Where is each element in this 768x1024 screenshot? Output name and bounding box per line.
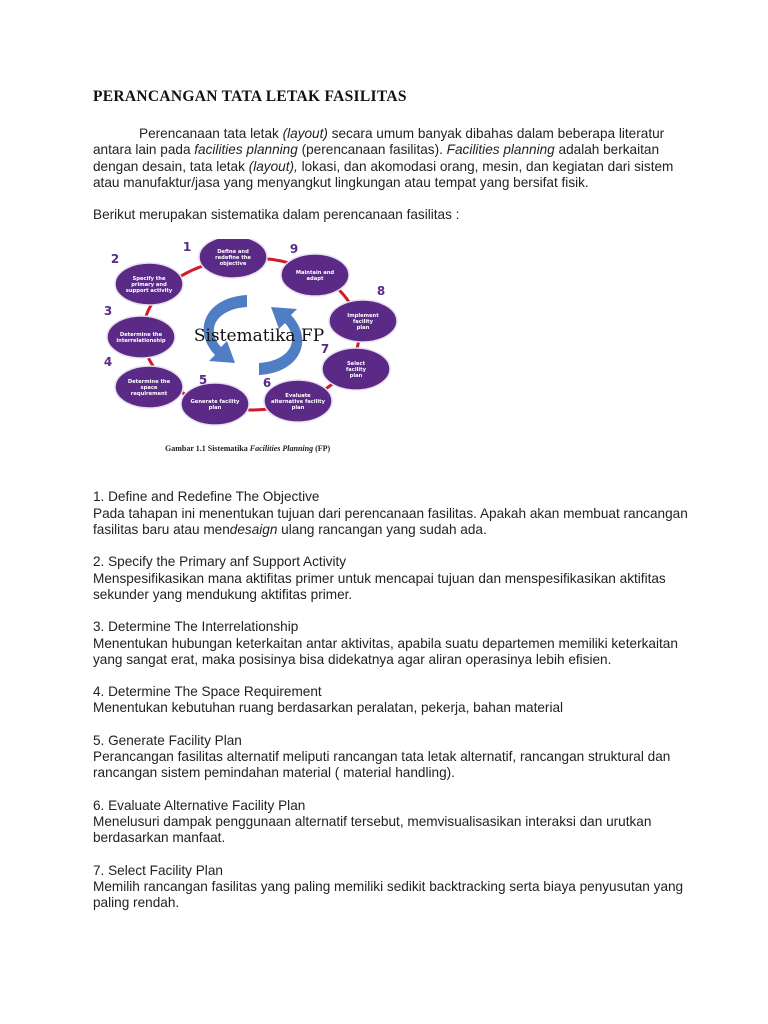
step-desc-italic: desaign bbox=[229, 522, 278, 538]
step-desc-text: Memilih rancangan fasilitas yang paling memiliki sedikit backtracking serta biaya penyusutan yang paling rendah. bbox=[93, 878, 684, 911]
cycle-node bbox=[322, 348, 390, 390]
cycle-node-number: 4 bbox=[103, 355, 113, 370]
cycle-node-label: adapt bbox=[306, 276, 324, 283]
step-description bbox=[93, 879, 693, 912]
cycle-node-number: 2 bbox=[110, 252, 120, 267]
step-title: 6. Evaluate Alternative Facility Plan bbox=[93, 797, 306, 813]
cycle-node-label: facility bbox=[352, 319, 374, 326]
cycle-node-number: 5 bbox=[198, 373, 208, 388]
step-item bbox=[93, 798, 693, 847]
caption-prefix: Gambar 1.1 Sistematika bbox=[165, 444, 250, 454]
cycle-node-label: space bbox=[140, 385, 158, 392]
caption-suffix: (FP) bbox=[313, 444, 331, 454]
cycle-node bbox=[181, 383, 249, 425]
intro-italic-fp: facilities planning bbox=[194, 142, 298, 158]
cycle-node-label: support activity bbox=[125, 288, 173, 295]
step-title: 5. Generate Facility Plan bbox=[93, 732, 242, 748]
intro-italic-layout2: (layout), bbox=[248, 158, 298, 174]
cycle-node-label: Evaluate bbox=[285, 393, 311, 400]
step-description bbox=[93, 700, 693, 716]
cycle-node-label: redefine the bbox=[215, 255, 251, 262]
cycle-node-label: plan bbox=[349, 373, 363, 380]
cycle-node-label: interrelationship bbox=[116, 338, 166, 345]
step-description bbox=[93, 571, 693, 604]
cycle-node-label: alternative facility bbox=[270, 399, 326, 406]
step-item bbox=[93, 554, 693, 603]
cycle-node-label: Select bbox=[346, 361, 366, 368]
intro-text-2: (perencanaan fasilitas). bbox=[297, 142, 447, 158]
intro-italic-fp2: Facilities planning bbox=[446, 142, 555, 158]
cycle-node-label: primary and bbox=[131, 282, 167, 289]
cycle-node-label: objective bbox=[219, 261, 247, 268]
cycle-node-label: Implement bbox=[347, 313, 379, 320]
intro-text-3: adalah berkaitan dengan desain, tata letak bbox=[93, 142, 660, 174]
step-item bbox=[93, 489, 693, 538]
step-item bbox=[93, 619, 693, 668]
step-desc-text: Perancangan fasilitas alternatif meliputi rancangan tata letak alternatif, rancangan struktural dan rancangan sistem pemindahan material ( material handling). bbox=[93, 749, 671, 781]
sistematika-figure bbox=[99, 239, 399, 461]
step-item bbox=[93, 684, 693, 717]
cycle-node-label: facility bbox=[345, 367, 367, 374]
step-desc-text: Menspesifikasikan mana aktifitas primer untuk mencapai tujuan dan menspesifikasikan aktifitas sekunder yang mendukung aktifitas primer. bbox=[93, 570, 666, 602]
cycle-node-number: 9 bbox=[289, 242, 299, 257]
cycle-node-label: requirement bbox=[130, 391, 168, 398]
step-desc-text-end: ulang rancangan yang sudah ada. bbox=[277, 522, 487, 538]
step-desc-text: Pada tahapan ini menentukan tujuan dari perencanaan fasilitas. Apakah akan membuat rancangan fasilitas baru atau men bbox=[93, 505, 688, 538]
step-title: 2. Specify the Primary anf Support Activity bbox=[93, 554, 347, 570]
figure-caption bbox=[165, 444, 330, 453]
cycle-node-number: 1 bbox=[182, 240, 192, 255]
step-desc-text: Menentukan hubungan keterkaitan antar aktivitas, apabila suatu departemen memiliki keterkaitan yang sangat erat, maka posisinya bisa didekatnya agar aliran operasinya lebih efisien. bbox=[93, 635, 678, 667]
cycle-node-label: Determine the bbox=[119, 332, 163, 339]
step-title: 7. Select Facility Plan bbox=[93, 862, 223, 878]
step-description bbox=[93, 636, 693, 669]
step-desc-text: Menentukan kebutuhan ruang berdasarkan peralatan, pekerja, bahan material bbox=[93, 700, 564, 716]
intro-italic-layout: (layout) bbox=[282, 126, 328, 141]
cycle-node bbox=[329, 300, 397, 342]
cycle-node-label: Generate facility bbox=[190, 399, 240, 406]
document-page bbox=[93, 88, 693, 927]
cycle-node-number: 8 bbox=[376, 284, 386, 299]
cycle-node-number: 3 bbox=[103, 304, 113, 319]
cycle-node-label: Define and bbox=[217, 249, 249, 256]
cycle-node-label: Maintain and bbox=[295, 270, 335, 277]
cycle-node-number: 6 bbox=[262, 376, 272, 391]
steps-list bbox=[93, 489, 693, 911]
caption-italic: Facilities Planning bbox=[249, 444, 314, 454]
step-description bbox=[93, 814, 693, 847]
step-title: 1. Define and Redefine The Objective bbox=[93, 489, 320, 505]
cycle-node bbox=[264, 380, 332, 422]
cycle-node-number: 7 bbox=[320, 342, 330, 357]
step-description bbox=[93, 506, 693, 539]
document-title: PERANCANGAN TATA LETAK FASILITAS bbox=[93, 88, 407, 105]
step-title: 4. Determine The Space Requirement bbox=[93, 684, 322, 700]
step-item bbox=[93, 863, 693, 912]
step-title: 3. Determine The Interrelationship bbox=[93, 619, 299, 635]
cycle-node-label: plan bbox=[291, 405, 305, 412]
cycle-node bbox=[115, 366, 183, 408]
step-description bbox=[93, 749, 693, 782]
cycle-center-label: Sistematika FP bbox=[193, 326, 325, 347]
intro-text-1: secara umum banyak dibahas dalam beberapa literatur antara lain pada bbox=[93, 126, 665, 158]
step-item bbox=[93, 733, 693, 782]
cycle-node bbox=[281, 254, 349, 296]
lead-paragraph: Berikut merupakan sistematika dalam perencanaan fasilitas : bbox=[93, 207, 460, 223]
cycle-node-label: plan bbox=[356, 325, 370, 332]
cycle-node-label: plan bbox=[208, 405, 222, 412]
cycle-diagram bbox=[99, 239, 399, 461]
cycle-node-label: Specify the bbox=[132, 276, 166, 283]
cycle-node-label: Determine the bbox=[127, 379, 171, 386]
cycle-node bbox=[199, 239, 267, 278]
intro-text-4: lokasi, dan akomodasi orang, mesin, dan kegiatan dari sistem atau manufaktur/jasa yang menyangkut lingkungan atau tempat yang bersifat fisik. bbox=[93, 158, 674, 190]
intro-paragraph bbox=[93, 126, 693, 191]
cycle-node bbox=[107, 316, 175, 358]
cycle-node bbox=[115, 263, 183, 305]
step-desc-text: Menelusuri dampak penggunaan alternatif tersebut, memvisualisasikan interaksi dan urutkan berdasarkan manfaat. bbox=[93, 813, 652, 846]
intro-text-0: Perencanaan tata letak bbox=[139, 126, 283, 141]
